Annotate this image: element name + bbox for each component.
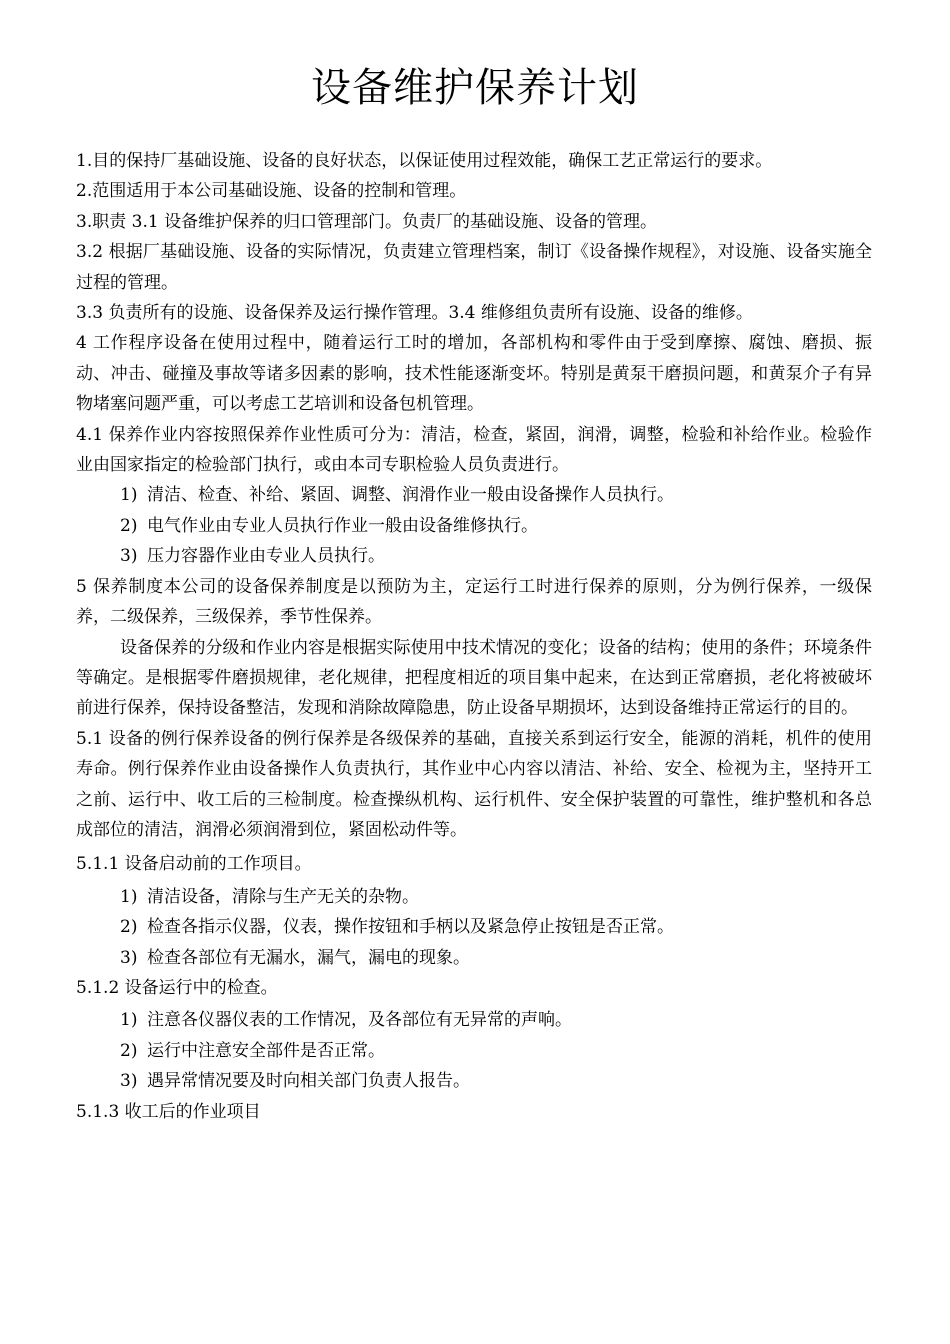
list-text: 运行中注意安全部件是否正常。 <box>147 1040 385 1061</box>
list-text: 清洁设备，清除与生产无关的杂物。 <box>147 886 419 907</box>
paragraph-responsibility-3-3: 3.3 负责所有的设施、设备保养及运行操作管理。3.4 维修组负责所有设施、设备的维修。 <box>76 303 753 324</box>
paragraph-responsibility: 3.职责 3.1 设备维护保养的归口管理部门。负责厂的基础设施、设备的管理。 <box>76 211 658 232</box>
list-item <box>76 943 872 973</box>
list-number: 3) <box>120 1071 138 1092</box>
paragraph-routine-maintenance: 5.1 设备的例行保养设备的例行保养是各级保养的基础，直接关系到运行安全，能源的消耗，机件的使用寿命。例行保养作业由设备操作人负责执行，其作业中心内容以清洁、补给、安全、检视为主，坚持开工之前、运行中、收工后的三检制度。检查操纵机构、运行机件、安全保护装置的可靠性，维护整机和各总成部位的清洁，润滑必须润滑到位，紧固松动件等。 <box>76 728 872 840</box>
list-item <box>76 1005 872 1035</box>
heading-5-1-2: 5.1.2 设备运行中的检查。 <box>76 977 278 998</box>
paragraph-responsibility-3-2: 3.2 根据厂基础设施、设备的实际情况，负责建立管理档案，制订《设备操作规程》，对设施、设备实施全过程的管理。 <box>76 242 872 293</box>
list-item <box>76 1066 872 1096</box>
paragraph-maintenance-content: 4.1 保养作业内容按照保养作业性质可分为：清洁，检查，紧固，润滑，调整，检验和补给作业。检验作业由国家指定的检验部门执行，或由本司专职检验人员负责进行。 <box>76 424 872 476</box>
list-text: 清洁、检查、补给、紧固、调整、润滑作业一般由设备操作人员执行。 <box>147 485 674 506</box>
paragraph-scope: 2.范围适用于本公司基础设施、设备的控制和管理。 <box>76 181 467 202</box>
paragraph-maintenance-levels: 设备保养的分级和作业内容是根据实际使用中技术情况的变化；设备的结构；使用的条件；环境条件等确定。是根据零件磨损规律，老化规律，把程度相近的项目集中起来，在达到正常磨损，老化将被破坏前进行保养，保持设备整洁，发现和消除故障隐患，防止设备早期损坏，达到设备维持正常运行的目的。 <box>76 637 872 719</box>
list-text: 注意各仪器仪表的工作情况，及各部位有无异常的声响。 <box>147 1010 572 1031</box>
list-text: 压力容器作业由专业人员执行。 <box>147 546 385 567</box>
paragraph-purpose: 1.目的保持厂基础设施、设备的良好状态，以保证使用过程效能，确保工艺正常运行的要求。 <box>76 151 773 171</box>
document-title: 设备维护保养计划 <box>311 65 639 111</box>
list-item <box>76 882 872 912</box>
list-number: 2) <box>120 917 138 938</box>
heading-5-1-1: 5.1.1 设备启动前的工作项目。 <box>76 854 312 875</box>
document-body <box>76 146 872 1127</box>
list-text: 检查各指示仪器，仪表，操作按钮和手柄以及紧急停止按钮是否正常。 <box>147 917 674 938</box>
list-number: 1) <box>120 1010 138 1031</box>
list-item <box>76 912 872 942</box>
list-number: 3) <box>120 546 138 567</box>
heading-5-1-3: 5.1.3 收工后的作业项目 <box>76 1101 261 1122</box>
list-text: 电气作业由专业人员执行作业一般由设备维修执行。 <box>147 515 538 536</box>
list-item <box>76 541 872 571</box>
list-item <box>76 1036 872 1066</box>
paragraph-maintenance-system: 5 保养制度本公司的设备保养制度是以预防为主，定运行工时进行保养的原则，分为例行保养，一级保养，二级保养，三级保养，季节性保养。 <box>76 576 872 628</box>
list-text: 遇异常情况要及时向相关部门负责人报告。 <box>147 1071 470 1092</box>
list-number: 3) <box>120 947 138 968</box>
paragraph-work-procedure: 4 工作程序设备在使用过程中，随着运行工时的增加，各部机构和零件由于受到摩擦、腐蚀、磨损、振动、冲击、碰撞及事故等诸多因素的影响，技术性能逐渐变坏。特别是黄泵干磨损问题，和黄泵介子有异物堵塞问题严重，可以考虑工艺培训和设备包机管理。 <box>76 333 872 415</box>
list-number: 1) <box>120 886 138 907</box>
list-number: 1) <box>120 485 138 506</box>
list-number: 2) <box>120 1040 138 1061</box>
list-text: 检查各部位有无漏水，漏气，漏电的现象。 <box>147 947 470 968</box>
list-item <box>76 480 872 510</box>
list-item <box>76 511 872 541</box>
list-number: 2) <box>120 515 138 536</box>
